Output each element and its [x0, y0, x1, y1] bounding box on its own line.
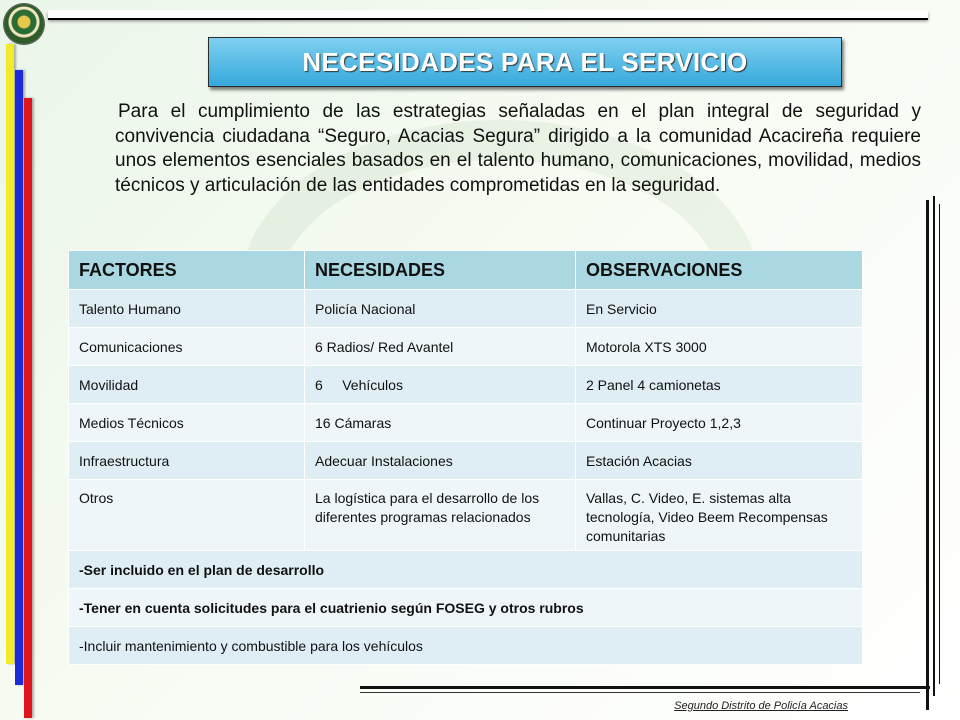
needs-table [68, 250, 863, 665]
flag-stripe-blue [15, 70, 23, 685]
top-rule [48, 10, 928, 18]
table-cell: Vallas, C. Video, E. sistemas alta tecnología, Video Beem Recompensas comunitarias [576, 480, 863, 551]
table-cell: Continuar Proyecto 1,2,3 [576, 404, 863, 442]
table-note-row [69, 551, 863, 589]
table-cell: Otros [69, 480, 305, 551]
table-cell: En Servicio [576, 290, 863, 328]
table-cell: Talento Humano [69, 290, 305, 328]
table-row [69, 290, 863, 328]
table-note: -Tener en cuenta solicitudes para el cuatrienio según FOSEG y otros rubros [69, 589, 863, 627]
table-cell: 6 Radios/ Red Avantel [305, 328, 576, 366]
table-cell: Policía Nacional [305, 290, 576, 328]
column-header-observaciones: OBSERVACIONES [576, 251, 863, 290]
table-cell: Estación Acacias [576, 442, 863, 480]
right-rule [933, 196, 935, 696]
table-header-row [69, 251, 863, 290]
table-row [69, 404, 863, 442]
intro-paragraph: Para el cumplimiento de las estrategias señaladas en el plan integral de seguridad y convivencia ciudadana “Seguro, Acacias Segura” dirigido a la comunidad Acacireña requiere unos elementos esenciales basados en el talento humano, comunicaciones, movilidad, medios técnicos y articulación de las entidades comprometidas en la seguridad. [115, 101, 921, 196]
right-rule [926, 200, 929, 710]
right-rule [939, 204, 940, 684]
table-row [69, 328, 863, 366]
table-cell: Movilidad [69, 366, 305, 404]
table-cell: 6 Vehículos [305, 366, 576, 404]
table-cell: La logística para el desarrollo de los diferentes programas relacionados [305, 480, 576, 551]
column-header-necesidades: NECESIDADES [305, 251, 576, 290]
table-cell: Medios Técnicos [69, 404, 305, 442]
police-crest-icon [4, 4, 44, 44]
bottom-rule [360, 692, 920, 693]
bottom-rule [360, 686, 930, 689]
table-cell: 16 Cámaras [305, 404, 576, 442]
table-note: -Ser incluido en el plan de desarrollo [69, 551, 863, 589]
table-cell: 2 Panel 4 camionetas [576, 366, 863, 404]
table-note: -Incluir mantenimiento y combustible para los vehículos [69, 627, 863, 665]
column-header-factores: FACTORES [69, 251, 305, 290]
table-row [69, 366, 863, 404]
slide-title: NECESIDADES PARA EL SERVICIO [208, 37, 842, 87]
table-cell: Motorola XTS 3000 [576, 328, 863, 366]
table-row [69, 480, 863, 551]
table-note-row [69, 627, 863, 665]
flag-stripe-red [24, 98, 32, 718]
table-note-row [69, 589, 863, 627]
table-cell: Adecuar Instalaciones [305, 442, 576, 480]
table-cell: Infraestructura [69, 442, 305, 480]
footer-credit: Segundo Distrito de Policía Acacias [674, 700, 848, 712]
table-cell: Comunicaciones [69, 328, 305, 366]
top-rule-shadow [48, 18, 928, 20]
flag-stripe-yellow [6, 44, 14, 664]
table-row [69, 442, 863, 480]
